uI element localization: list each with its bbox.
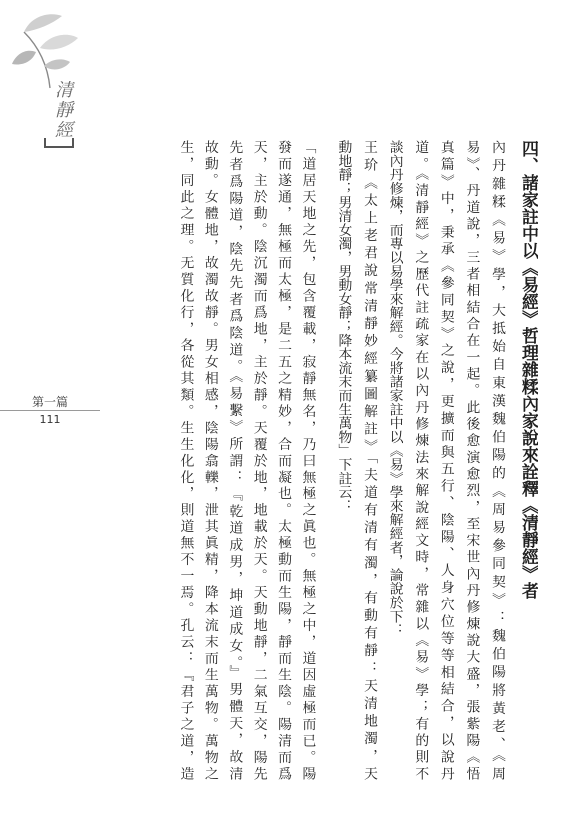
paragraph-line: 道。《清靜經》之歷代註疏家在以內丹修煉法來解說經文時，常雜以《易》學；有的則不 <box>412 140 429 780</box>
page-number: 111 <box>39 413 61 426</box>
quote-line: 生，同此之理。无質化行，各從其類。生生化化，則道無不一焉。孔云：『君子之道，造 <box>177 140 194 780</box>
paragraph-line: 談內丹修煉，而專以易學來解經。今將諸家註中以《易》學來解經者，論說於下： <box>386 140 403 637</box>
quote-line: 先者爲陽道，陰先先者爲陰道。《易繫》所謂：『乾道成男，坤道成女。』男體天，故清 <box>226 140 243 780</box>
book-brand-label: 清靜經 <box>52 80 73 140</box>
quote-line: 發而遂通，無極而太極，是二五之精妙，合而凝也。太極動而生陽，靜而生陰。陽清而爲 <box>275 140 292 780</box>
quote-line: 故動。女體地，故濁故靜。男女相感，陰陽翕轢，泄其眞精，降本流末而生萬物。萬物之 <box>201 140 218 780</box>
paragraph-line: 易》、丹道說，三者相結合在一起。此後愈演愈烈，至宋世內丹修煉說大盛，張紫陽《悟 <box>463 140 480 780</box>
brand-bracket <box>44 138 74 148</box>
section-heading: 四、諸家註中以《易經》哲理雜糅內家說來詮釋《清靜經》者 <box>518 140 538 599</box>
part-title: 第一篇 <box>31 395 68 409</box>
part-rule <box>0 410 100 411</box>
paragraph-line: 內丹雜糅《易》學，大抵始自東漢魏伯陽的《周易參同契》：魏伯陽將黃老、《周 <box>489 140 505 780</box>
quote-line: 天，主於動。陰沉濁而爲地，主於靜。天覆於地，地載於天。天動地靜，二氣互交，陽先 <box>250 140 267 780</box>
quote-line: 「道居天地之先，包含覆載，寂靜無名，乃曰無極之眞也。無極之中，道因虛極而已。陽 <box>299 140 316 780</box>
paragraph-line: 真篇》中，秉承《參同契》之說，更擴而與五行、陰陽、人身穴位等等相結合，以說丹 <box>437 140 454 780</box>
vertical-text-block <box>106 140 538 780</box>
intro-line: 王玠《太上老君說常清靜妙經纂圖解註》「夫道有清有濁，有動有靜：天清地濁，天 <box>361 140 378 780</box>
intro-line: 動地靜；男清女濁，男動女靜；降本流末而生萬物」下註云： <box>335 140 352 513</box>
